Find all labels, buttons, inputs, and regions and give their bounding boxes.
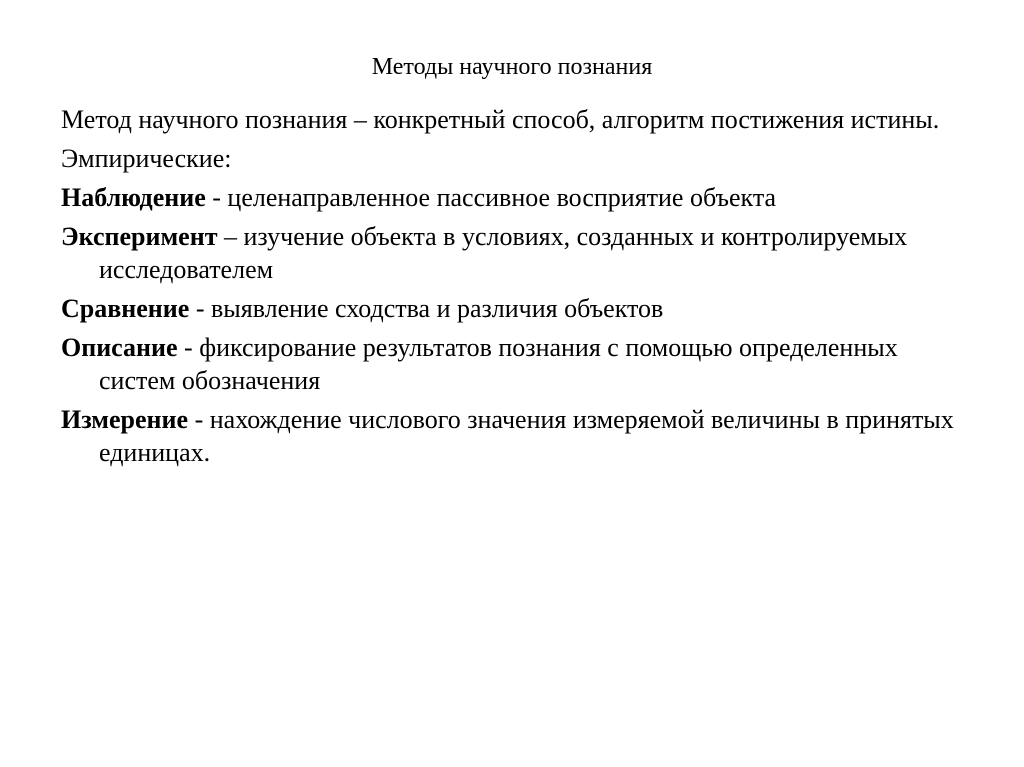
method-term: Наблюдение bbox=[61, 183, 206, 212]
method-separator: – bbox=[217, 222, 244, 251]
method-item-experiment bbox=[61, 220, 961, 286]
method-description: целенаправленное пассивное восприятие объекта bbox=[227, 183, 777, 212]
method-description: изучение объекта в условиях, созданных и контролируемых исследователем bbox=[99, 222, 908, 284]
method-separator: - bbox=[189, 294, 211, 323]
method-description: выявление сходства и различия объектов bbox=[210, 294, 664, 323]
method-item-comparison bbox=[61, 292, 961, 325]
method-item-measurement bbox=[61, 403, 961, 469]
method-term: Сравнение bbox=[61, 294, 190, 323]
method-separator: - bbox=[188, 405, 210, 434]
method-term: Измерение bbox=[61, 405, 189, 434]
slide-body bbox=[61, 103, 961, 475]
method-separator: - bbox=[177, 333, 200, 362]
slide-title: Методы научного познания bbox=[371, 54, 653, 80]
method-separator: - bbox=[205, 183, 228, 212]
method-description: фиксирование результатов познания с помощью определенных систем обозначения bbox=[99, 333, 898, 395]
method-item-description bbox=[61, 331, 961, 397]
category-heading: Эмпирические: bbox=[61, 144, 232, 173]
method-term: Эксперимент bbox=[61, 222, 218, 251]
definition-paragraph: Метод научного познания – конкретный способ, алгоритм постижения истины. bbox=[61, 105, 940, 134]
method-term: Описание bbox=[61, 333, 178, 362]
method-description: нахождение числового значения измеряемой величины в принятых единицах. bbox=[99, 405, 954, 467]
method-item-observation bbox=[61, 181, 961, 214]
